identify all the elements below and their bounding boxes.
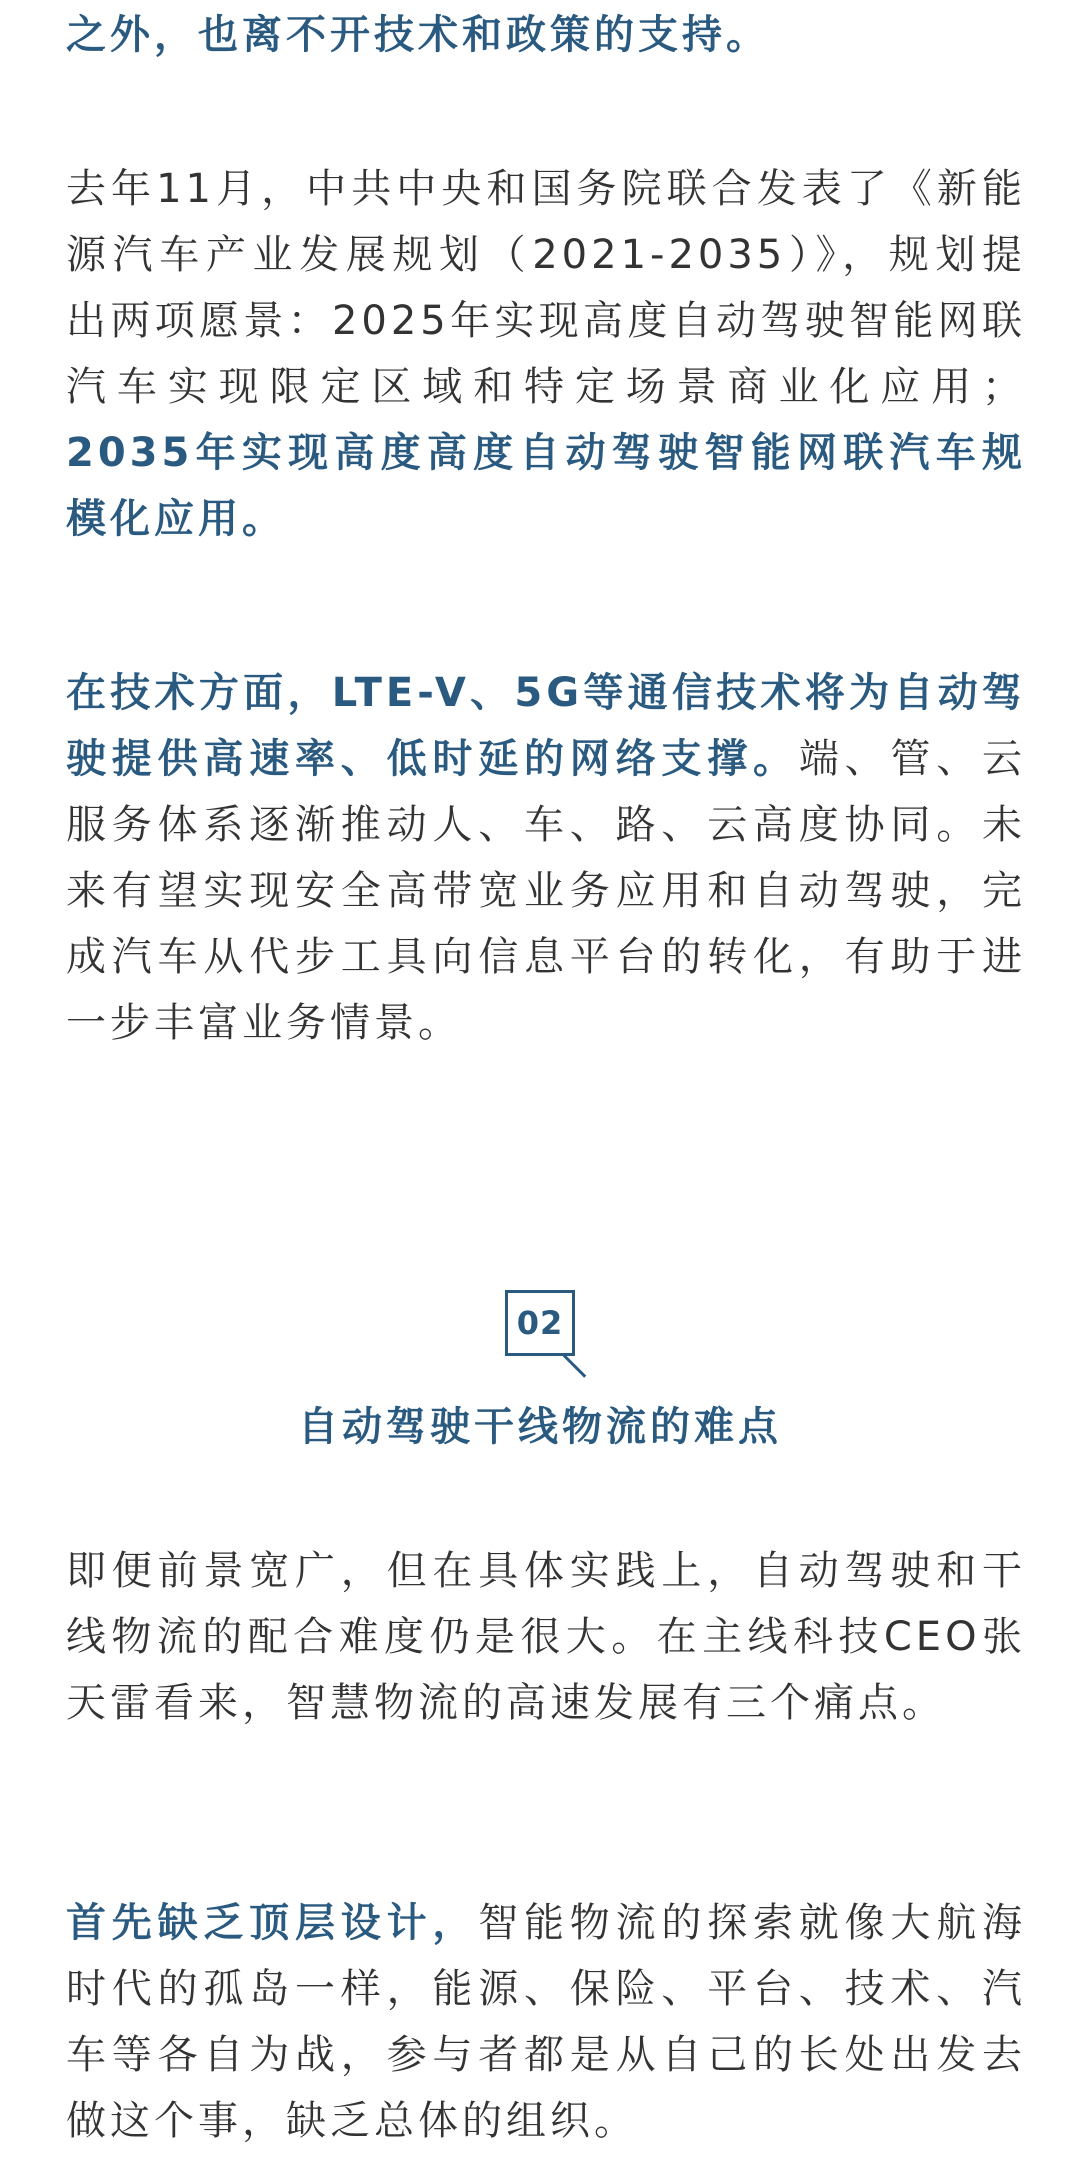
section-number: 02 — [516, 1304, 564, 1342]
box-corner-line-icon — [563, 1354, 586, 1377]
section-number-marker — [0, 1290, 1080, 1356]
paragraph-1 — [66, 2, 1026, 68]
paragraph-3 — [66, 660, 1026, 1056]
highlight-text: 在技术方面，LTE-V、5G等通信技术将为自动驾驶提供高速率、低时延的网络支撑。 — [66, 670, 1026, 782]
section-title: 自动驾驶干线物流的难点 — [298, 1404, 782, 1450]
paragraph-2 — [66, 156, 1026, 552]
paragraph-5 — [66, 1890, 1026, 2154]
highlight-text: 之外，也离不开技术和政策的支持。 — [66, 12, 770, 58]
body-text: 去年11月，中共中央和国务院联合发表了《新能源汽车产业发展规划（2021-2035）》，规划提出两项愿景：2025年实现高度自动驾驶智能网联汽车实现限定区域和特定场景商业化应用； — [66, 166, 1026, 410]
body-text: 即便前景宽广，但在具体实践上，自动驾驶和干线物流的配合难度仍是很大。在主线科技CEO张天雷看来，智慧物流的高速发展有三个痛点。 — [66, 1548, 1026, 1726]
highlight-text: 2035年实现高度高度自动驾驶智能网联汽车规模化应用。 — [66, 430, 1026, 542]
body-text: 智能物流的探索就像大航海时代的孤岛一样，能源、保险、平台、技术、汽车等各自为战，参与者都是从自己的长处出发去做这个事，缺乏总体的组织。 — [66, 1900, 1027, 2144]
highlight-text: 首先缺乏顶层设计， — [66, 1900, 479, 1946]
body-text: 端、管、云服务体系逐渐推动人、车、路、云高度协同。未来有望实现安全高带宽业务应用和自动驾驶，完成汽车从代步工具向信息平台的转化，有助于进一步丰富业务情景。 — [66, 736, 1027, 1046]
paragraph-4 — [66, 1538, 1026, 1736]
section-number-box — [505, 1290, 575, 1356]
